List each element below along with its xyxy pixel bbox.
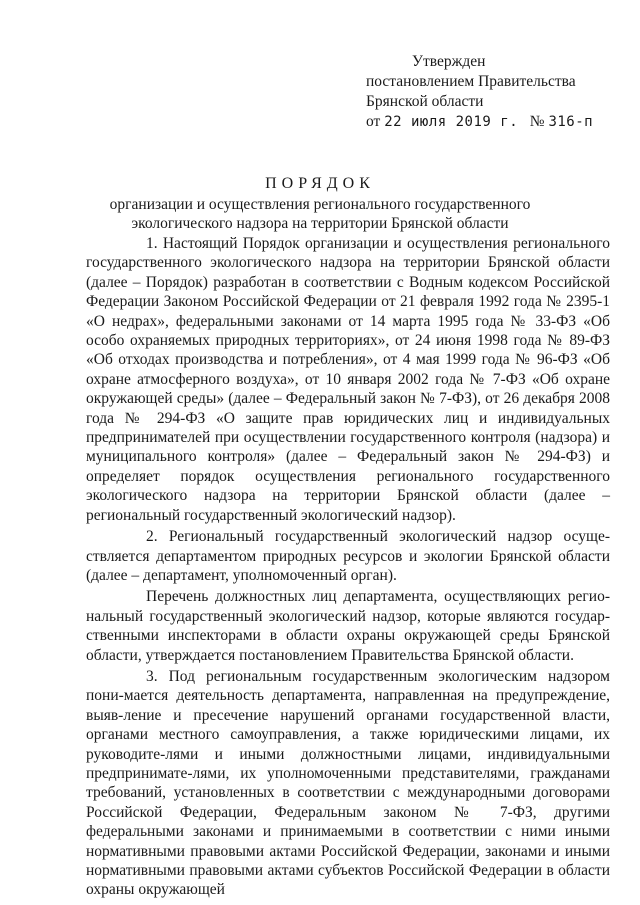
paragraph-1: 1. Настоящий Порядок организации и осуществления регионального государственного экологического надзора на территории Брянской области (далее – Порядок) разработан в соответствии с Водным кодексом Российской Федерации Законом Российской Федерации от 21 февраля 1992 года № 2395-1 «О недрах», федеральными законами от 14 марта 1995 года № 33-ФЗ «Об особо охраняемых природных территориях», от 24 июня 1998 года № 89-ФЗ «Об отходах производства и потребления», от 4 мая 1999 года № 96-ФЗ «Об охране атмосферного воздуха», от 10 января 2002 года № 7-ФЗ «Об охране окружающей среды» (далее – Федеральный закон № 7-ФЗ), от 26 декабря 2008 года № 294-ФЗ «О защите прав юридических лиц и индивидуальных предпринимателей при осуществлении государственного контроля (надзора) и муниципального контроля» (далее – Федеральный закон № 294-ФЗ) и определяет порядок осуществления регионального государственного экологического надзора на территории Брянской области (далее – региональный государственный экологический надзор). <box>86 235 610 524</box>
document-subtitle: организации и осуществления регионального государственного экологического надзора на территории Брянской области <box>109 196 531 232</box>
approval-number-prefix: № <box>529 113 545 130</box>
approval-date-line <box>366 112 593 132</box>
document-body <box>86 234 610 900</box>
paragraph-4: 3. Под региональным государственным экологическим надзором пони-мается деятельность департамента, направленная на предупреждение, выяв-ление и пресечение нарушений органами государственной власти, органами местного самоуправления, а также юридическими лицами, их руководите-лями и иными должностными лицами, индивидуальными предпринимате-лями, их уполномоченными представителями, гражданами требований, установленных в соответствии с международными договорами Российской Федерации, Федеральным законом № 7-ФЗ, другими федеральными законами и принимаемыми в соответствии с ними иными нормативными правовыми актами Российской Федерации, законами и иными нормативными правовыми актами субъектов Российской Федерации в области охраны окружающей <box>86 667 610 899</box>
paragraph-3: Перечень должностных лиц департамента, осуществляющих регио-нальный государственный экологический надзор, которые являются государ-ственными инспекторами в области охраны окружающей среды Брянской области, утверждается постановлением Правительства Брянской области. <box>86 588 610 664</box>
approval-number: 316-п <box>548 114 594 130</box>
approval-approved-label: Утвержден <box>412 53 486 70</box>
document-heading: ПОРЯДОК <box>265 175 375 192</box>
approval-date-prefix: от <box>366 113 381 130</box>
approval-date: 22 июля 2019 г. <box>384 114 519 130</box>
approval-region-label: Брянской области <box>366 93 484 110</box>
document-title <box>90 174 550 233</box>
approval-stamp <box>366 52 593 132</box>
approval-resolution-label: постановлением Правительства <box>366 73 576 90</box>
paragraph-2: 2. Региональный государственный экологический надзор осуще-ствляется департаментом природных ресурсов и экологии Брянской области (далее – департамент, уполномоченный орган). <box>86 528 610 584</box>
